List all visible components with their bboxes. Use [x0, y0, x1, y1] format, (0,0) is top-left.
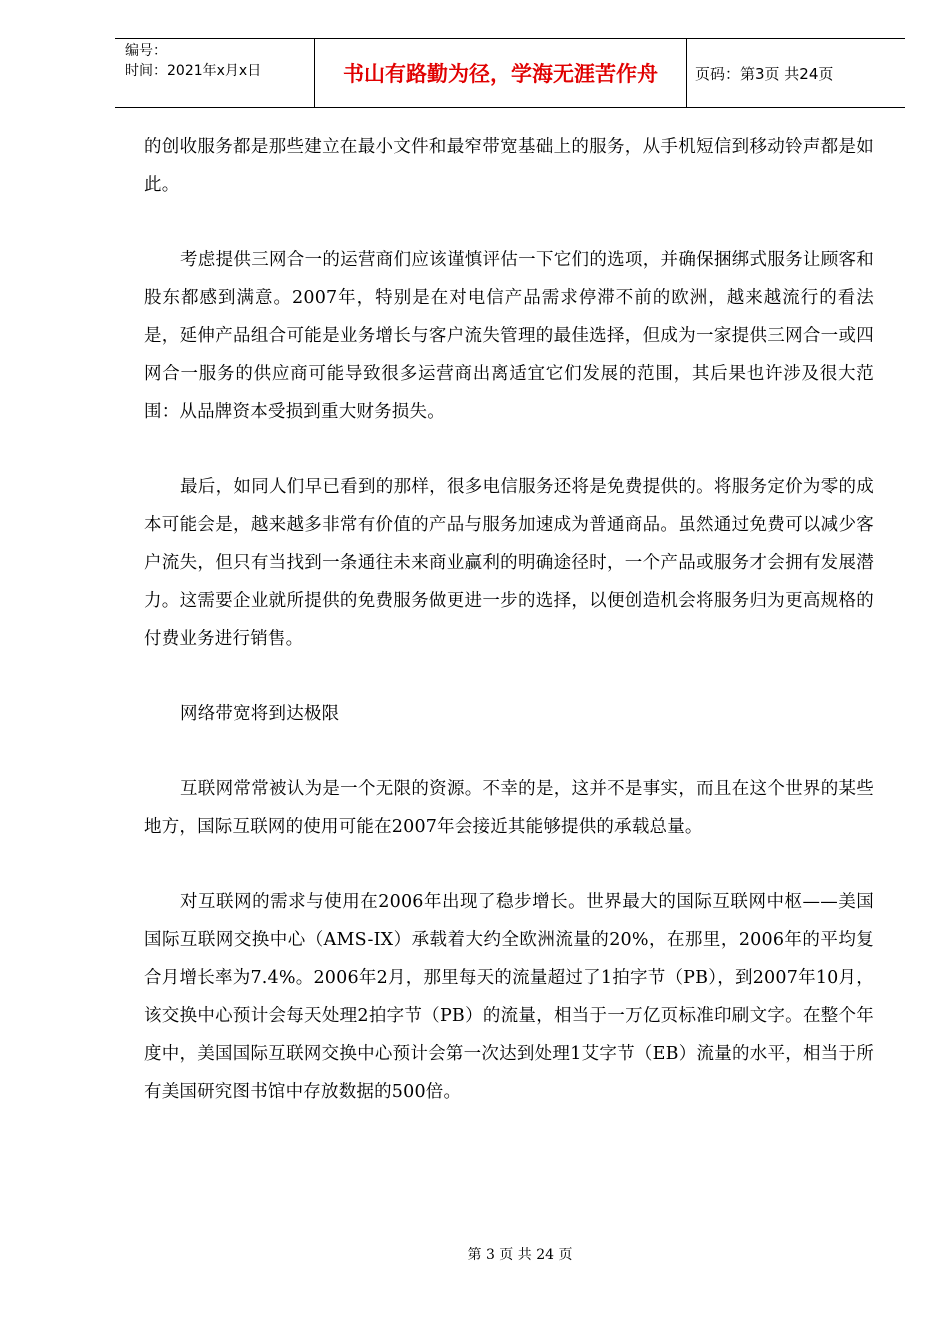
paragraph: 考虑提供三网合一的运营商们应该谨慎评估一下它们的选项，并确保捆绑式服务让顾客和股东都感到满意。2007年，特别是在对电信产品需求停滞不前的欧洲，越来越流行的看法是，延伸产品组合可能是业务增长与客户流失管理的最佳选择，但成为一家提供三网合一或四网合一服务的供应商可能导致很多运营商出离适宜它们发展的范围，其后果也许涉及很大范围：从品牌资本受损到重大财务损失。: [144, 250, 874, 422]
paragraph: 最后，如同人们早已看到的那样，很多电信服务还将是免费提供的。将服务定价为零的成本可能会是，越来越多非常有价值的产品与服务加速成为普通商品。虽然通过免费可以减少客户流失，但只有当找到一条通往未来商业赢利的明确途径时，一个产品或服务才会拥有发展潜力。这需要企业就所提供的免费服务做更进一步的选择，以便创造机会将服务归为更高规格的付费业务进行销售。: [144, 477, 874, 649]
header-motto: 书山有路勤为径，学海无涯苦作舟: [315, 39, 687, 107]
header-page-label: 页码：第3页 共24页: [695, 64, 834, 83]
document-body: [144, 128, 874, 1111]
paragraph: 对互联网的需求与使用在2006年出现了稳步增长。世界最大的国际互联网中枢——美国国际互联网交换中心（AMS-IX）承载着大约全欧洲流量的20%，在那里，2006年的平均复合月增长率为7.4%。2006年2月，那里每天的流量超过了1拍字节（PB），到2007年10月，该交换中心预计会每天处理2拍字节（PB）的流量，相当于一万亿页标准印刷文字。在整个年度中，美国国际互联网交换中心预计会第一次达到处理1艾字节（EB）流量的水平，相当于所有美国研究图书馆中存放数据的500倍。: [144, 892, 874, 1102]
page-header: [115, 38, 905, 108]
number-label: 编号：: [125, 43, 167, 59]
header-meta: [115, 39, 315, 107]
page-footer: 第 3 页 共 24 页: [467, 1247, 573, 1263]
section-heading: 网络带宽将到达极限: [180, 704, 340, 724]
paragraph: 互联网常常被认为是一个无限的资源。不幸的是，这并不是事实，而且在这个世界的某些地方，国际互联网的使用可能在2007年会接近其能够提供的承载总量。: [144, 779, 874, 837]
time-label: 时间：2021年x月x日: [125, 63, 262, 79]
paragraph: 的创收服务都是那些建立在最小文件和最窄带宽基础上的服务，从手机短信到移动铃声都是如此。: [144, 137, 874, 195]
